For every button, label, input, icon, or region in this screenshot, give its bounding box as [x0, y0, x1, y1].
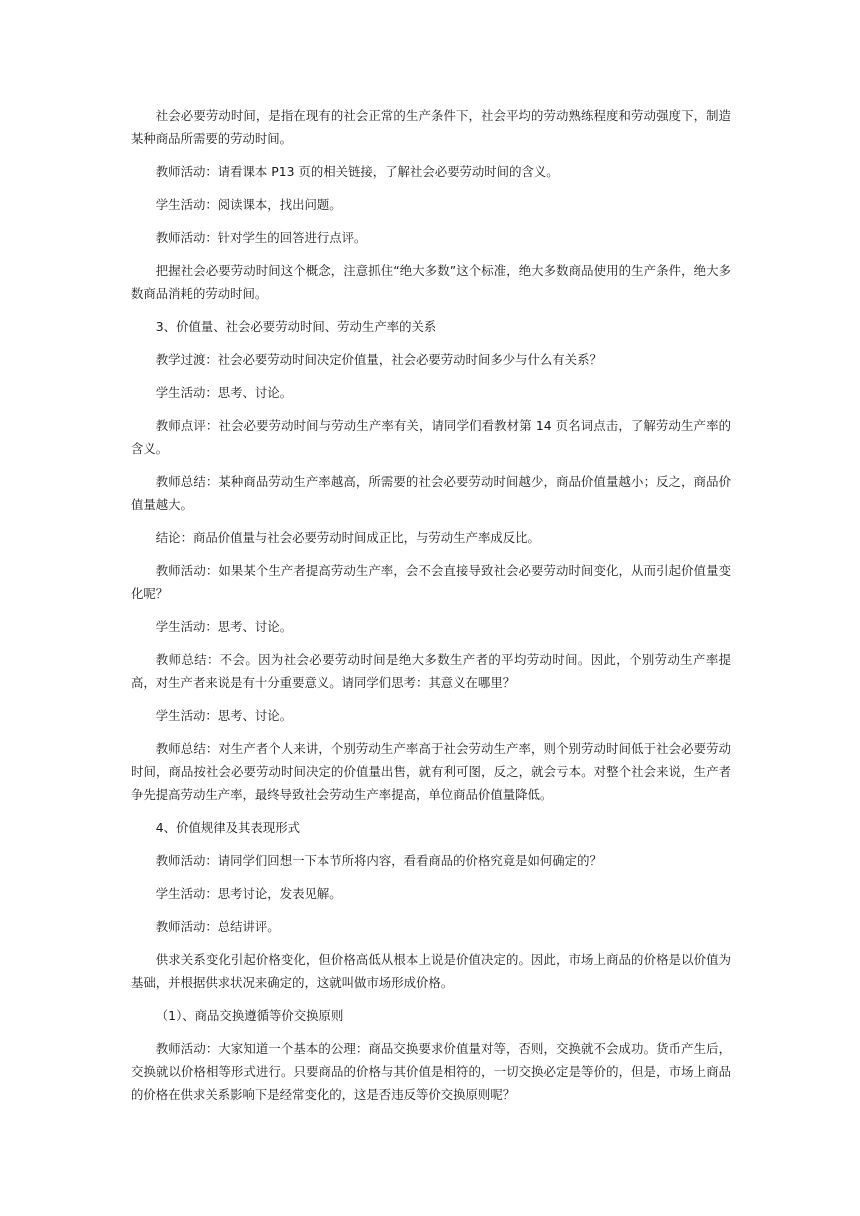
paragraph-teacher-activity-summary: 教师活动：总结讲评。: [155, 919, 280, 934]
paragraph-teacher-activity-axiom: 教师活动：大家知道一个基本的公理：商品交换要求价值量对等，否则，交换就不会成功。货币产生后，交换就以价格相等形式进行。只要商品的价格与其价值是相符的，一切交换必定是等价的，但是，市场上商品的价格在供求关系影响下是经常变化的，这是否违反等价交换原则呢？: [131, 1041, 731, 1102]
paragraph-conclusion: 结论：商品价值量与社会必要劳动时间成正比，与劳动生产率成反比。: [155, 530, 540, 545]
paragraph-teacher-activity-comment: 教师活动：针对学生的回答进行点评。: [155, 230, 367, 245]
paragraph-teacher-summary-no: 教师总结：不会。因为社会必要劳动时间是绝大多数生产者的平均劳动时间。因此，个别劳动生产率提高，对生产者来说是有十分重要意义。请同学们思考：其意义在哪里？: [131, 652, 731, 690]
paragraph-student-activity-read: 学生活动：阅读课本，找出问题。: [155, 197, 342, 212]
paragraph-teaching-transition: 教学过渡：社会必要劳动时间决定价值量，社会必要劳动时间多少与什么有关系？: [155, 352, 602, 367]
paragraph-teacher-summary-individual: 教师总结：对生产者个人来讲，个别劳动生产率高于社会劳动生产率，则个别劳动时间低于社会必要劳动时间，商品按社会必要劳动时间决定的价值量出售，就有利可图，反之，就会亏本。对整个社会来说，生产者争先提高劳动生产率，最终导致社会劳动生产率提高，单位商品价值量降低。: [131, 741, 731, 802]
paragraph-student-activity-discuss: 学生活动：思考讨论，发表见解。: [155, 886, 342, 901]
paragraph-teacher-activity-recall: 教师活动：请同学们回想一下本节所将内容，看看商品的价格究竟是如何确定的？: [155, 853, 602, 868]
paragraph-teacher-activity-question: 教师活动：如果某个生产者提高劳动生产率，会不会直接导致社会必要劳动时间变化，从而引起价值量变化呢？: [131, 563, 731, 601]
paragraph-necessary-labor-time-definition: 社会必要劳动时间，是指在现有的社会正常的生产条件下，社会平均的劳动熟练程度和劳动强度下，制造某种商品所需要的劳动时间。: [131, 108, 731, 146]
subsection-heading-1: （1）、商品交换遵循等价交换原则: [155, 1008, 344, 1023]
paragraph-teacher-activity-p13: 教师活动：请看课本 P13 页的相关链接，了解社会必要劳动时间的含义。: [155, 164, 559, 179]
document-page: [131, 104, 731, 1116]
section-heading-3: 3、价值量、社会必要劳动时间、劳动生产率的关系: [155, 319, 437, 334]
paragraph-student-activity-think-2: 学生活动：思考、讨论。: [155, 619, 293, 634]
paragraph-supply-demand: 供求关系变化引起价格变化，但价格高低从根本上说是价值决定的。因此，市场上商品的价格是以价值为基础，并根据供求状况来确定的，这就叫做市场形成价格。: [131, 952, 731, 990]
paragraph-student-activity-think-3: 学生活动：思考、讨论。: [155, 708, 293, 723]
section-heading-4: 4、价值规律及其表现形式: [155, 820, 300, 835]
paragraph-student-activity-think-1: 学生活动：思考、讨论。: [155, 385, 293, 400]
paragraph-grasp-concept: 把握社会必要劳动时间这个概念，注意抓住“绝大多数”这个标准，绝大多数商品使用的生产条件，绝大多数商品消耗的劳动时间。: [131, 263, 731, 301]
paragraph-teacher-summary-productivity: 教师总结：某种商品劳动生产率越高，所需要的社会必要劳动时间越少，商品价值量越小；反之，商品价值量越大。: [131, 474, 731, 512]
paragraph-teacher-review-productivity: 教师点评：社会必要劳动时间与劳动生产率有关，请同学们看教材第 14 页名词点击，了解劳动生产率的含义。: [131, 418, 731, 456]
